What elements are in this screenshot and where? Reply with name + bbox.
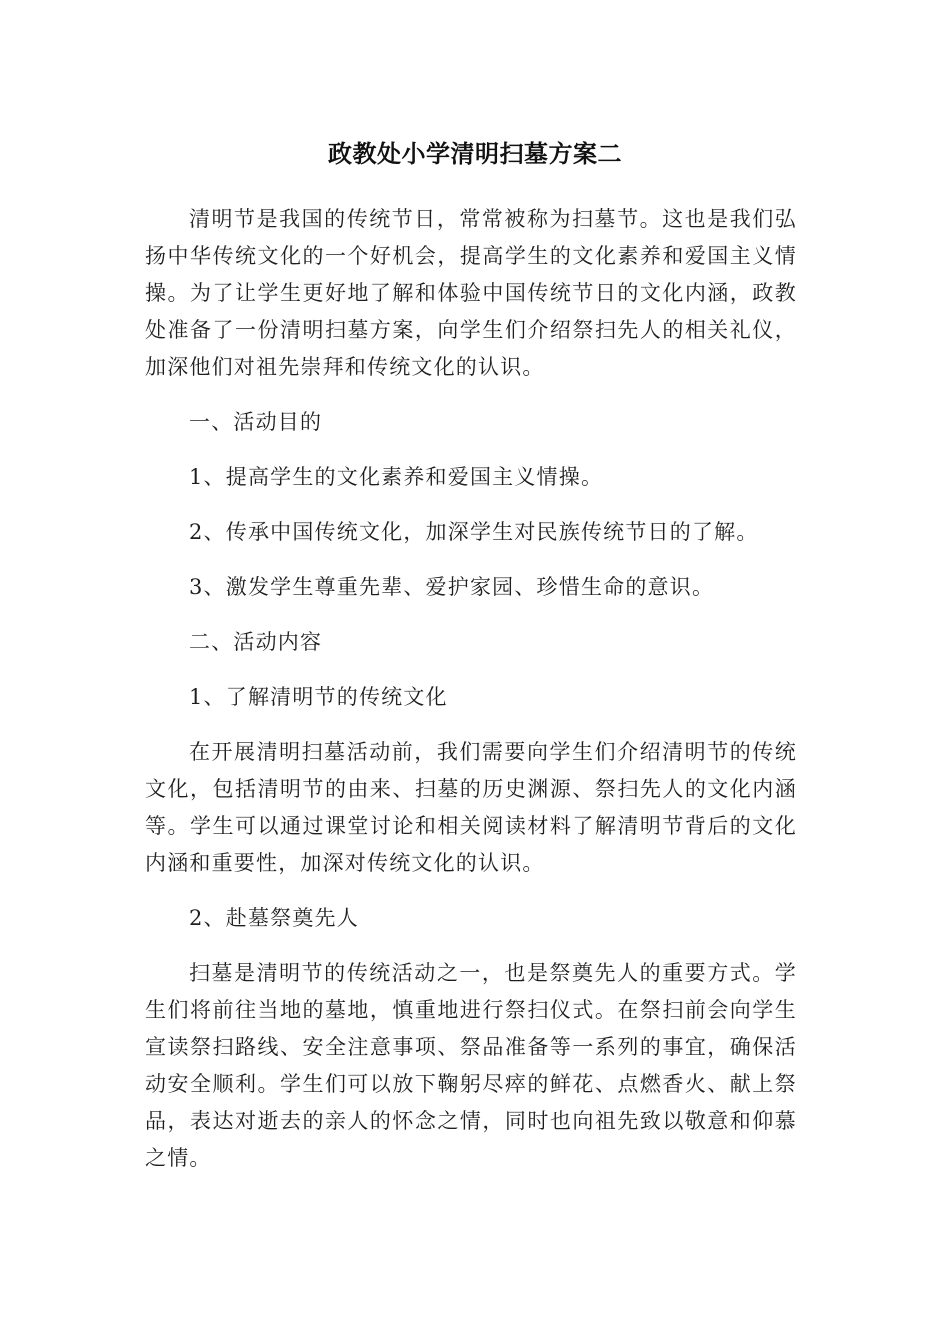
document-body: [145, 201, 797, 1195]
section-heading-content: 二、活动内容: [189, 630, 323, 654]
document-title: 政教处小学清明扫墓方案二: [328, 140, 622, 168]
intro-paragraph: 清明节是我国的传统节日，常常被称为扫墓节。这也是我们弘扬中华传统文化的一个好机会，提高学生的文化素养和爱国主义情操。为了让学生更好地了解和体验中国传统节日的文化内涵，政教处准备了一份清明扫墓方案，向学生们介绍祭扫先人的相关礼仪，加深他们对祖先崇拜和传统文化的认识。: [145, 207, 797, 379]
subsection-heading-culture: 1、了解清明节的传统文化: [189, 685, 448, 709]
culture-paragraph: 在开展清明扫墓活动前，我们需要向学生们介绍清明节的传统文化，包括清明节的由来、扫墓的历史渊源、祭扫先人的文化内涵等。学生可以通过课堂讨论和相关阅读材料了解清明节背后的文化内涵和重要性，加深对传统文化的认识。: [145, 740, 797, 875]
section-heading-goals: 一、活动目的: [189, 410, 323, 434]
goal-item: 2、传承中国传统文化，加深学生对民族传统节日的了解。: [189, 520, 759, 544]
subsection-heading-tomb-visit: 2、赴墓祭奠先人: [189, 906, 359, 930]
goal-item: 3、激发学生尊重先辈、爱护家园、珍惜生命的意识。: [189, 575, 715, 599]
goal-item: 1、提高学生的文化素养和爱国主义情操。: [189, 465, 604, 489]
tomb-visit-paragraph: 扫墓是清明节的传统活动之一，也是祭奠先人的重要方式。学生们将前往当地的墓地，慎重地进行祭扫仪式。在祭扫前会向学生宣读祭扫路线、安全注意事项、祭品准备等一系列的事宜，确保活动安全顺利。学生们可以放下鞠躬尽瘁的鲜花、点燃香火、献上祭品，表达对逝去的亲人的怀念之情，同时也向祖先致以敬意和仰慕之情。: [145, 961, 797, 1170]
